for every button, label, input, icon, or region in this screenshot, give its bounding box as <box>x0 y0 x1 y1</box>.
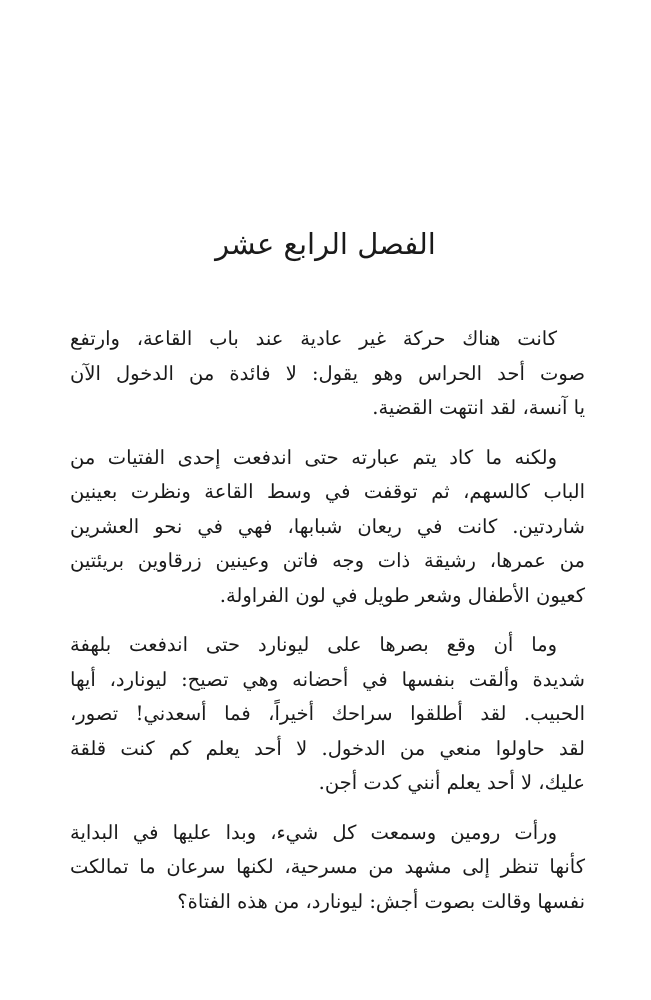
text-line: لقد حاولوا منعي من الدخول. لا أحد يعلم كم كنت قلقة <box>70 736 585 760</box>
paragraph <box>70 628 585 801</box>
text-line: ورأت رومين وسمعت كل شيء، وبدا عليها في البداية <box>70 820 557 844</box>
chapter-body <box>70 322 585 934</box>
text-line: ولكنه ما كاد يتم عبارته حتى اندفعت إحدى الفتيات من <box>70 445 557 469</box>
paragraph <box>70 816 585 920</box>
paragraph <box>70 322 585 426</box>
text-line: كانت هناك حركة غير عادية عند باب القاعة، وارتفع <box>70 327 557 350</box>
text-line: وما أن وقع بصرها على ليونارد حتى اندفعت بلهفة <box>70 633 557 656</box>
text-line: من عمرها، رشيقة ذات وجه فاتن وعينين زرقاوين بريئتين <box>70 549 585 572</box>
text-line: يا آنسة، لقد انتهت القضية. <box>372 396 585 419</box>
text-line: عليك، لا أحد يعلم أنني كدت أجن. <box>318 771 585 794</box>
text-line: كعيون الأطفال وشعر طويل في لون الفراولة. <box>219 583 585 607</box>
paragraph <box>70 441 585 614</box>
chapter-title: الفصل الرابع عشر <box>215 227 436 261</box>
text-line: كأنها تنظر إلى مشهد من مسرحية، لكنها سرعان ما تمالكت <box>70 855 585 878</box>
text-line: صوت أحد الحراس وهو يقول: لا فائدة من الدخول الآن <box>70 361 585 385</box>
text-line: شاردتين. كانت في ريعان شبابها، فهي في نحو العشرين <box>70 514 585 538</box>
text-line: نفسها وقالت بصوت أجش: ليونارد، من هذه الفتاة؟ <box>177 889 585 913</box>
text-line: الحبيب. لقد أطلقوا سراحك أخيراً، فما أسعدني! تصور، <box>70 702 585 725</box>
text-line: الباب كالسهم، ثم توقفت في وسط القاعة ونظرت بعينين <box>70 480 585 503</box>
text-line: شديدة وألقت بنفسها في أحضانه وهي تصيح: ليونارد، أيها <box>70 667 585 691</box>
